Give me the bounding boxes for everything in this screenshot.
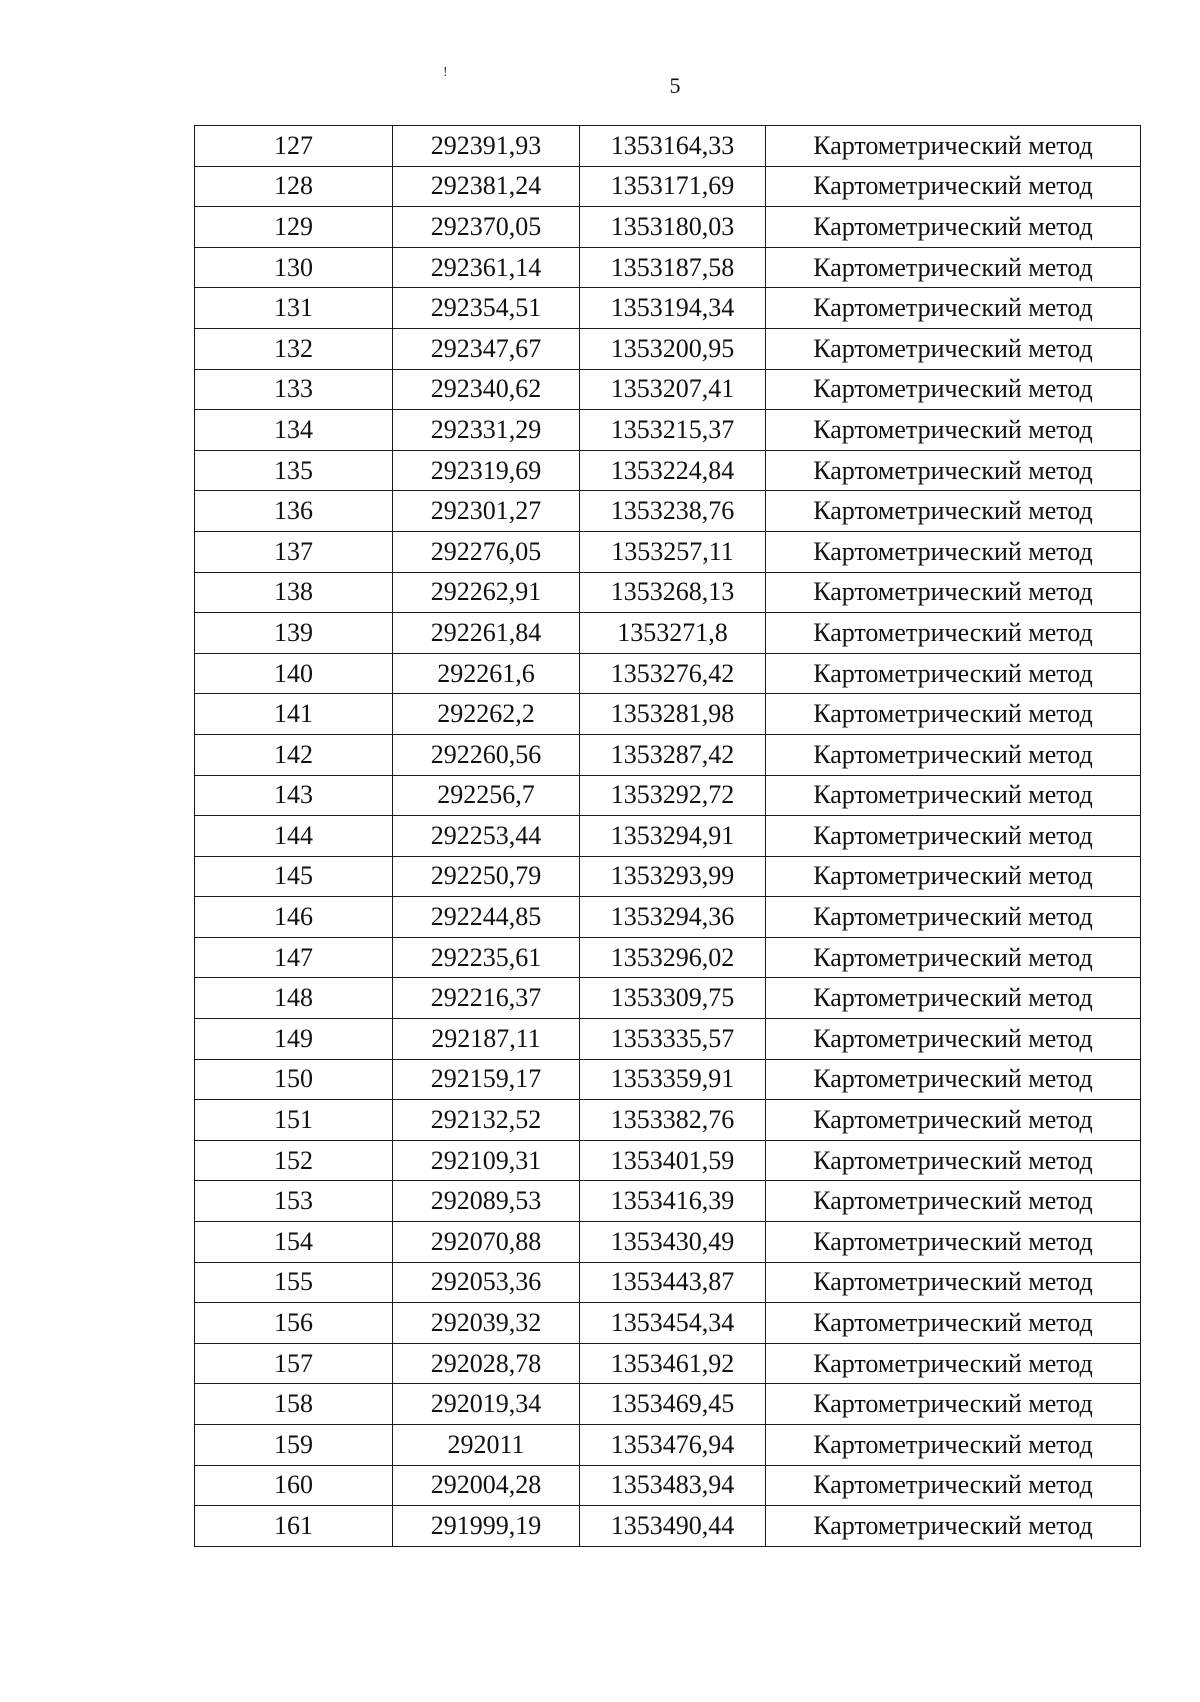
table-row <box>195 816 1141 857</box>
y-coordinate-cell: 1353268,13 <box>580 572 766 613</box>
point-number-cell: 159 <box>195 1425 393 1466</box>
x-coordinate-cell: 292244,85 <box>393 897 580 938</box>
method-cell: Картометрический метод <box>766 1506 1141 1547</box>
x-coordinate-cell: 292089,53 <box>393 1181 580 1222</box>
x-coordinate-cell: 292260,56 <box>393 734 580 775</box>
x-coordinate-cell: 292340,62 <box>393 369 580 410</box>
y-coordinate-cell: 1353207,41 <box>580 369 766 410</box>
x-coordinate-cell: 292011 <box>393 1425 580 1466</box>
table-row <box>195 978 1141 1019</box>
point-number-cell: 132 <box>195 328 393 369</box>
method-cell: Картометрический метод <box>766 1343 1141 1384</box>
x-coordinate-cell: 292370,05 <box>393 207 580 248</box>
method-cell: Картометрический метод <box>766 450 1141 491</box>
method-cell: Картометрический метод <box>766 1222 1141 1263</box>
point-number-cell: 144 <box>195 816 393 857</box>
y-coordinate-cell: 1353294,36 <box>580 897 766 938</box>
x-coordinate-cell: 292187,11 <box>393 1019 580 1060</box>
point-number-cell: 146 <box>195 897 393 938</box>
y-coordinate-cell: 1353359,91 <box>580 1059 766 1100</box>
method-cell: Картометрический метод <box>766 1019 1141 1060</box>
x-coordinate-cell: 292159,17 <box>393 1059 580 1100</box>
x-coordinate-cell: 292331,29 <box>393 410 580 451</box>
table-row <box>195 1262 1141 1303</box>
point-number-cell: 131 <box>195 288 393 329</box>
table-row <box>195 1059 1141 1100</box>
point-number-cell: 155 <box>195 1262 393 1303</box>
table-row <box>195 1100 1141 1141</box>
table-row <box>195 369 1141 410</box>
method-cell: Картометрический метод <box>766 775 1141 816</box>
x-coordinate-cell: 291999,19 <box>393 1506 580 1547</box>
y-coordinate-cell: 1353401,59 <box>580 1140 766 1181</box>
x-coordinate-cell: 292053,36 <box>393 1262 580 1303</box>
point-number-cell: 154 <box>195 1222 393 1263</box>
x-coordinate-cell: 292109,31 <box>393 1140 580 1181</box>
method-cell: Картометрический метод <box>766 653 1141 694</box>
y-coordinate-cell: 1353443,87 <box>580 1262 766 1303</box>
x-coordinate-cell: 292019,34 <box>393 1384 580 1425</box>
table-row <box>195 653 1141 694</box>
point-number-cell: 130 <box>195 247 393 288</box>
table-row <box>195 1181 1141 1222</box>
method-cell: Картометрический метод <box>766 207 1141 248</box>
point-number-cell: 145 <box>195 856 393 897</box>
point-number-cell: 138 <box>195 572 393 613</box>
y-coordinate-cell: 1353224,84 <box>580 450 766 491</box>
table-row <box>195 1140 1141 1181</box>
x-coordinate-cell: 292261,84 <box>393 613 580 654</box>
y-coordinate-cell: 1353171,69 <box>580 166 766 207</box>
method-cell: Картометрический метод <box>766 937 1141 978</box>
table-row <box>195 126 1141 167</box>
method-cell: Картометрический метод <box>766 328 1141 369</box>
table-row <box>195 1303 1141 1344</box>
table-row <box>195 1343 1141 1384</box>
method-cell: Картометрический метод <box>766 572 1141 613</box>
method-cell: Картометрический метод <box>766 166 1141 207</box>
x-coordinate-cell: 292235,61 <box>393 937 580 978</box>
table-row <box>195 410 1141 451</box>
point-number-cell: 156 <box>195 1303 393 1344</box>
method-cell: Картометрический метод <box>766 978 1141 1019</box>
point-number-cell: 160 <box>195 1465 393 1506</box>
point-number-cell: 139 <box>195 613 393 654</box>
table-row <box>195 572 1141 613</box>
method-cell: Картометрический метод <box>766 856 1141 897</box>
point-number-cell: 128 <box>195 166 393 207</box>
coordinates-table-container <box>194 125 1140 1547</box>
method-cell: Картометрический метод <box>766 1303 1141 1344</box>
x-coordinate-cell: 292028,78 <box>393 1343 580 1384</box>
method-cell: Картометрический метод <box>766 816 1141 857</box>
point-number-cell: 134 <box>195 410 393 451</box>
point-number-cell: 147 <box>195 937 393 978</box>
method-cell: Картометрический метод <box>766 247 1141 288</box>
x-coordinate-cell: 292354,51 <box>393 288 580 329</box>
x-coordinate-cell: 292039,32 <box>393 1303 580 1344</box>
x-coordinate-cell: 292004,28 <box>393 1465 580 1506</box>
point-number-cell: 141 <box>195 694 393 735</box>
y-coordinate-cell: 1353296,02 <box>580 937 766 978</box>
scan-mark: ! <box>443 65 448 80</box>
y-coordinate-cell: 1353430,49 <box>580 1222 766 1263</box>
x-coordinate-cell: 292261,6 <box>393 653 580 694</box>
table-row <box>195 775 1141 816</box>
method-cell: Картометрический метод <box>766 1100 1141 1141</box>
x-coordinate-cell: 292250,79 <box>393 856 580 897</box>
table-row <box>195 166 1141 207</box>
method-cell: Картометрический метод <box>766 1181 1141 1222</box>
method-cell: Картометрический метод <box>766 369 1141 410</box>
point-number-cell: 127 <box>195 126 393 167</box>
y-coordinate-cell: 1353164,33 <box>580 126 766 167</box>
y-coordinate-cell: 1353483,94 <box>580 1465 766 1506</box>
x-coordinate-cell: 292319,69 <box>393 450 580 491</box>
method-cell: Картометрический метод <box>766 613 1141 654</box>
point-number-cell: 133 <box>195 369 393 410</box>
y-coordinate-cell: 1353271,8 <box>580 613 766 654</box>
table-row <box>195 1506 1141 1547</box>
point-number-cell: 136 <box>195 491 393 532</box>
y-coordinate-cell: 1353335,57 <box>580 1019 766 1060</box>
y-coordinate-cell: 1353461,92 <box>580 1343 766 1384</box>
y-coordinate-cell: 1353200,95 <box>580 328 766 369</box>
point-number-cell: 137 <box>195 531 393 572</box>
method-cell: Картометрический метод <box>766 1425 1141 1466</box>
table-row <box>195 1019 1141 1060</box>
table-row <box>195 491 1141 532</box>
y-coordinate-cell: 1353292,72 <box>580 775 766 816</box>
point-number-cell: 149 <box>195 1019 393 1060</box>
x-coordinate-cell: 292262,91 <box>393 572 580 613</box>
point-number-cell: 161 <box>195 1506 393 1547</box>
point-number-cell: 158 <box>195 1384 393 1425</box>
x-coordinate-cell: 292347,67 <box>393 328 580 369</box>
method-cell: Картометрический метод <box>766 734 1141 775</box>
point-number-cell: 153 <box>195 1181 393 1222</box>
method-cell: Картометрический метод <box>766 531 1141 572</box>
table-row <box>195 207 1141 248</box>
table-row <box>195 1222 1141 1263</box>
point-number-cell: 143 <box>195 775 393 816</box>
method-cell: Картометрический метод <box>766 491 1141 532</box>
y-coordinate-cell: 1353416,39 <box>580 1181 766 1222</box>
y-coordinate-cell: 1353454,34 <box>580 1303 766 1344</box>
table-row <box>195 450 1141 491</box>
method-cell: Картометрический метод <box>766 1465 1141 1506</box>
x-coordinate-cell: 292132,52 <box>393 1100 580 1141</box>
y-coordinate-cell: 1353293,99 <box>580 856 766 897</box>
x-coordinate-cell: 292276,05 <box>393 531 580 572</box>
y-coordinate-cell: 1353476,94 <box>580 1425 766 1466</box>
method-cell: Картометрический метод <box>766 1262 1141 1303</box>
table-row <box>195 937 1141 978</box>
method-cell: Картометрический метод <box>766 1059 1141 1100</box>
table-row <box>195 1465 1141 1506</box>
x-coordinate-cell: 292070,88 <box>393 1222 580 1263</box>
method-cell: Картометрический метод <box>766 288 1141 329</box>
table-row <box>195 288 1141 329</box>
method-cell: Картометрический метод <box>766 1384 1141 1425</box>
method-cell: Картометрический метод <box>766 126 1141 167</box>
table-row <box>195 531 1141 572</box>
x-coordinate-cell: 292216,37 <box>393 978 580 1019</box>
method-cell: Картометрический метод <box>766 1140 1141 1181</box>
y-coordinate-cell: 1353238,76 <box>580 491 766 532</box>
x-coordinate-cell: 292253,44 <box>393 816 580 857</box>
method-cell: Картометрический метод <box>766 410 1141 451</box>
method-cell: Картометрический метод <box>766 897 1141 938</box>
table-row <box>195 694 1141 735</box>
y-coordinate-cell: 1353194,34 <box>580 288 766 329</box>
y-coordinate-cell: 1353215,37 <box>580 410 766 451</box>
x-coordinate-cell: 292361,14 <box>393 247 580 288</box>
x-coordinate-cell: 292262,2 <box>393 694 580 735</box>
method-cell: Картометрический метод <box>766 694 1141 735</box>
point-number-cell: 150 <box>195 1059 393 1100</box>
y-coordinate-cell: 1353382,76 <box>580 1100 766 1141</box>
y-coordinate-cell: 1353257,11 <box>580 531 766 572</box>
y-coordinate-cell: 1353187,58 <box>580 247 766 288</box>
point-number-cell: 151 <box>195 1100 393 1141</box>
point-number-cell: 157 <box>195 1343 393 1384</box>
table-row <box>195 1425 1141 1466</box>
y-coordinate-cell: 1353180,03 <box>580 207 766 248</box>
point-number-cell: 148 <box>195 978 393 1019</box>
table-row <box>195 856 1141 897</box>
y-coordinate-cell: 1353287,42 <box>580 734 766 775</box>
y-coordinate-cell: 1353281,98 <box>580 694 766 735</box>
y-coordinate-cell: 1353276,42 <box>580 653 766 694</box>
table-row <box>195 613 1141 654</box>
page-number: 5 <box>669 73 681 98</box>
y-coordinate-cell: 1353309,75 <box>580 978 766 1019</box>
table-row <box>195 897 1141 938</box>
point-number-cell: 152 <box>195 1140 393 1181</box>
point-number-cell: 142 <box>195 734 393 775</box>
x-coordinate-cell: 292391,93 <box>393 126 580 167</box>
x-coordinate-cell: 292381,24 <box>393 166 580 207</box>
coordinates-table <box>194 125 1141 1547</box>
table-row <box>195 734 1141 775</box>
table-row <box>195 247 1141 288</box>
y-coordinate-cell: 1353294,91 <box>580 816 766 857</box>
coordinates-table-body <box>195 126 1141 1547</box>
table-row <box>195 328 1141 369</box>
x-coordinate-cell: 292301,27 <box>393 491 580 532</box>
point-number-cell: 140 <box>195 653 393 694</box>
x-coordinate-cell: 292256,7 <box>393 775 580 816</box>
y-coordinate-cell: 1353490,44 <box>580 1506 766 1547</box>
y-coordinate-cell: 1353469,45 <box>580 1384 766 1425</box>
table-row <box>195 1384 1141 1425</box>
point-number-cell: 135 <box>195 450 393 491</box>
point-number-cell: 129 <box>195 207 393 248</box>
